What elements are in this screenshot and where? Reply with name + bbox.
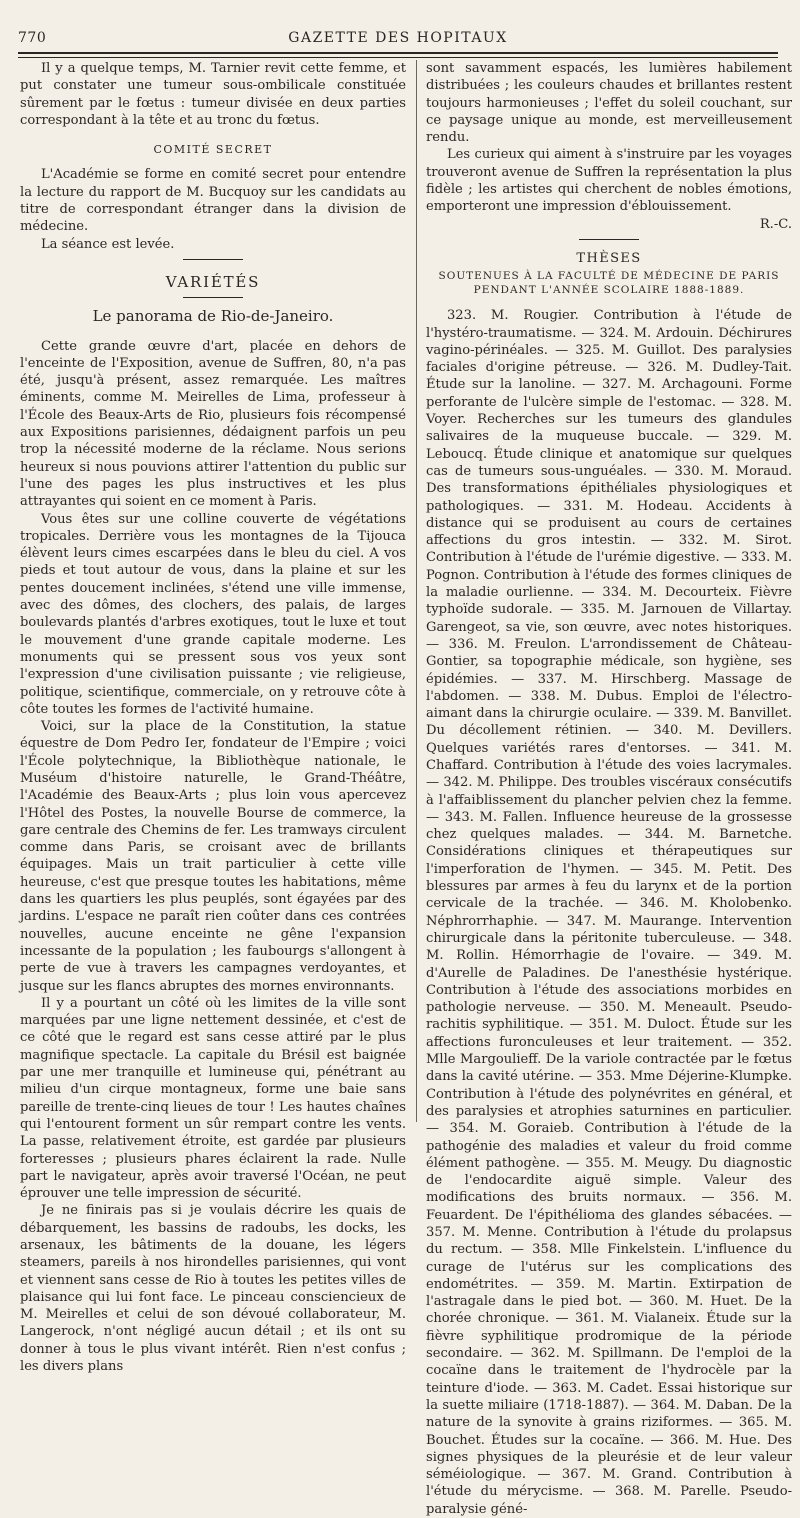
panorama-title: Le panorama de Rio-de-Janeiro.	[92, 307, 334, 326]
article-signature: R.-C.	[759, 216, 792, 232]
header-rule	[18, 52, 778, 58]
running-head	[18, 16, 778, 46]
article-paragraph: Vous êtes sur une colline couverte de végétations tropicales. Derrière vous les montagnes de la Tijouca élèvent leurs cimes escarpées dans le bleu du ciel. A vos pieds et tout autour de vous, dans la plaine et sur les pentes doucement inclinées, s'étend une ville immense, avec des dômes, des clochers, des palais, de larges boulevards plantés d'arbres exotiques, tout le luxe et tout le mouvement d'une grande capitale moderne. Les monuments qui se pressent sous vos yeux sont l'expression d'une civilisation puissante ; vie religieuse, politique, scientifique, commerciale, on y retrouve côte à côte toutes les formes de l'activité humaine.	[20, 511, 406, 717]
article-paragraph: Cette grande œuvre d'art, placée en dehors de l'enceinte de l'Exposition, avenue de Suffren, 80, n'a pas été, jusqu'à présent, assez remarquée. Les maîtres éminents, comme M. Meirelles de Lima, professeur à l'École des Beaux-Arts de Rio, plusieurs fois récompensé aux Expositions parisiennes, dédaignent parfois un peu trop la nécessité moderne de la réclame. Nous serions heureux si nous pouvions attirer l'attention du public sur l'une des pages les plus instructives et les plus attrayantes qui soient en ce moment à Paris.	[20, 338, 406, 510]
intro-paragraph: Il y a quelque temps, M. Tarnier revit cette femme, et put constater une tumeur sous-ombilicale constituée sûrement par le fœtus : tumeur divisée en deux parties correspondant à la tête et au tronc du fœtus.	[20, 61, 406, 128]
section-rule	[183, 297, 243, 298]
section-rule	[183, 259, 243, 260]
left-column	[20, 60, 406, 1375]
theses-subheading-year: PENDANT L'ANNÉE SCOLAIRE 1888-1889.	[473, 284, 745, 297]
varietes-heading: VARIÉTÉS	[165, 272, 261, 291]
theses-subheading: SOUTENUES À LA FACULTÉ DE MÉDECINE DE PARIS	[438, 270, 780, 283]
article-paragraph: Il y a pourtant un côté où les limites de la ville sont marquées par une ligne nettement dessinée, et c'est de ce côté que le regard est sans cesse attiré par le plus magnifique spectacle. La capitale du Brésil est baignée par une mer tranquille et lumineuse qui, pénétrant au milieu d'un cirque montagneux, forme une baie sans pareille de trente-cinq lieues de tour ! Les hautes chaînes qui l'entourent forment un sûr rempart contre les vents. La passe, relativement étroite, est gardée par plusieurs forteresses ; plusieurs phares éclairent la rade. Nulle part le navigateur, après avoir traversé l'Océan, ne peut éprouver une telle impression de sécurité.	[20, 995, 406, 1202]
journal-title: GAZETTE DES HOPITAUX	[288, 30, 508, 46]
continuation-paragraph: sont savamment espacés, les lumières habilement distribuées ; les couleurs chaudes et brillantes restent toujours harmonieuses ; l'effet du soleil couchant, sur ce paysage unique au monde, est merveilleusement rendu.	[426, 61, 792, 146]
theses-list: 323. M. Rougier. Contribution à l'étude de l'hystéro-traumatisme. — 324. M. Ardouin. Déchirures vagino-périnéales. — 325. M. Guillot. Des paralysies faciales d'origine pétreuse. — 326. M. Dudley-Tait. Étude sur la lanoline. — 327. M. Archagouni. Forme perforante de l'ulcère simple de l'estomac. — 328. M. Voyer. Recherches sur les tumeurs des glandules salivaires de la muqueuse buccale. — 329. M. Leboucq. Étude clinique et anatomique sur quelques cas de tumeurs sous-unguéales. — 330. M. Moraud. Des transformations épithéliales physiologiques et pathologiques. — 331. M. Hodeau. Accidents à distance qui se produisent au cours de certaines affections du gros intestin. — 332. M. Sirot. Contribution à l'étude de l'urémie digestive. — 333. M. Pognon. Contribution à l'étude des formes cliniques de la maladie ourlienne. — 334. M. Decourteix. Fièvre typhoïde sudorale. — 335. M. Jarnouen de Villartay. Garengeot, sa vie, son œuvre, avec notes historiques. — 336. M. Freulon. L'arrondissement de Château-Gontier, sa topographie médicale, son hygiène, ses épidémies. — 337. M. Hirschberg. Massage de l'abdomen. — 338. M. Dubus. Emploi de l'électro-aimant dans la chirurgie oculaire. — 339. M. Banvillet. Du décollement rétinien. — 340. M. Devillers. Quelques variétés rares d'entorses. — 341. M. Chaffard. Contribution à l'étude des voies lacrymales. — 342. M. Philippe. Des troubles viscéraux consécutifs à l'affaiblissement du plancher pelvien chez la femme. — 343. M. Fallen. Influence heureuse de la grossesse chez quelques malades. — 344. M. Barnetche. Considérations cliniques et thérapeutiques sur l'imperforation de l'hymen. — 345. M. Petit. Des blessures par armes à feu du larynx et de la portion cervicale de la trachée. — 346. M. Kholobenko. Néphrorrhaphie. — 347. M. Maurange. Intervention chirurgicale dans la péritonite tuberculeuse. — 348. M. Rollin. Hémorrhagie de l'ovaire. — 349. M. d'Aurelle de Paladines. De l'anesthésie hystérique. Contribution à l'étude des associations morbides en pathologie nerveuse. — 350. M. Meneault. Pseudo-rachitis syphilitique. — 351. M. Duloct. Étude sur les affections furonculeuses et leur traitement. — 352. Mlle Margoulieff. De la variole contractée par le fœtus dans la cavité utérine. — 353. Mme Déjerine-Klumpke. Contribution à l'étude des polynévrites en général, et des paralysies et atrophies saturnines en particulier. — 354. M. Goraieb. Contribution à l'étude de la pathogénie des maladies et valeur du froid comme élément pathogène. — 355. M. Meugy. Du diagnostic de l'endocardite aiguë simple. Valeur des modifications des bruits normaux. — 356. M. Feuardent. De l'épithélioma des glandes sébacées. — 357. M. Menne. Contribution à l'étude du prolapsus du rectum. — 358. Mlle Finkelstein. L'influence du curage de l'utérus sur les complications des endométrites. — 359. M. Martin. Extirpation de l'astragale dans le pied bot. — 360. M. Huet. De la chorée chronique. — 361. M. Vialaneix. Étude sur la fièvre syphilitique prodromique de la période secondaire. — 362. M. Spillmann. De l'emploi de la cocaïne dans le traitement de l'hydrocèle par la teinture d'iode. — 363. M. Cadet. Essai historique sur la suette miliaire (1718-1887). — 364. M. Daban. De la nature de la synovite à grains riziformes. — 365. M. Bouchet. Études sur la cocaïne. — 366. M. Hue. Des signes physiques de la pleurésie et de leur valeur séméiologique. — 367. M. Grand. Contribution à l'étude du mérycisme. — 368. M. Parelle. Pseudo-paralysie géné-	[426, 308, 792, 1517]
article-paragraph: Voici, sur la place de la Constitution, la statue équestre de Dom Pedro Ier, fondateur de l'Empire ; voici l'École polytechnique, la Bibliothèque nationale, le Muséum d'histoire naturelle, le Grand-Théâtre, l'Académie des Beaux-Arts ; plus loin vous apercevez l'Hôtel des Postes, la nouvelle Bourse de commerce, la gare centrale des Chemins de fer. Les tramways circulent comme dans Paris, se croisant avec de brillants équipages. Mais un trait particulier à cette ville heureuse, c'est que presque toutes les habitations, même dans les quartiers les plus peuplés, sont égayées par des jardins. L'espace ne paraît rien coûter dans ces contrées nouvelles, aucune enceinte ne gêne l'expansion incessante de la population ; les faubourgs s'allongent à perte de vue à travers les campagnes verdoyantes, et jusque sur les flancs abruptes des mornes environnants.	[20, 719, 406, 994]
spacer	[426, 297, 792, 307]
section-rule	[579, 239, 639, 240]
seance-levee: La séance est levée.	[40, 236, 175, 252]
comite-paragraph: L'Académie se forme en comité secret pour entendre la lecture du rapport de M. Bucquoy sur les candidats au titre de correspondant étranger dans la division de médecine.	[20, 167, 406, 235]
right-column	[426, 60, 792, 1518]
curieux-paragraph: Les curieux qui aiment à s'instruire par les voyages trouveront avenue de Suffren la représentation la plus fidèle ; les artistes qui cherchent de nobles émotions, emporteront une impression d'éblouissement.	[426, 147, 792, 215]
column-divider	[416, 60, 417, 1122]
article-paragraph: Je ne finirais pas si je voulais décrire les quais de débarquement, les bassins de radoubs, les docks, les arsenaux, les bâtiments de la douane, les légers steamers, pareils à nos hirondelles parisiennes, qui vont et viennent sans cesse de Rio à toutes les petites villes de plaisance qui lui font face. Le pinceau consciencieux de M. Meirelles et celui de son dévoué collaborateur, M. Langerock, n'ont négligé aucun détail ; et ils ont su donner à tous le plus vivant intérêt. Rien n'est confus ; les divers plans	[20, 1203, 406, 1375]
comite-heading: COMITÉ SECRET	[153, 143, 273, 157]
theses-heading: THÈSES	[576, 250, 642, 266]
page-number: 770	[18, 30, 47, 46]
